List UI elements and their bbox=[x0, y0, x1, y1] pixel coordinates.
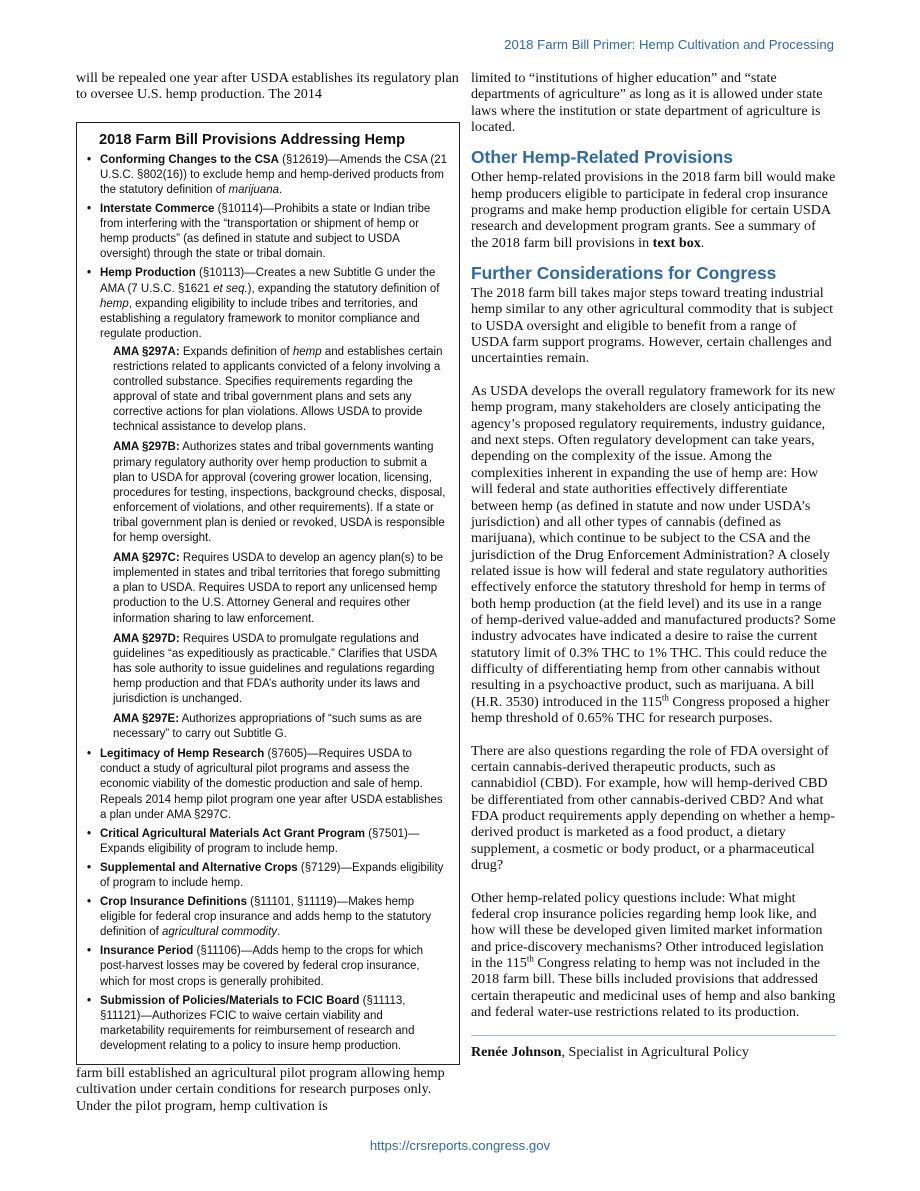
bullet-icon: • bbox=[87, 827, 92, 840]
bullet-icon: • bbox=[87, 861, 92, 874]
pilot-program-paragraph: farm bill established an agricultural pilot program allowing hemp cultivation under certain conditions for research purposes only. Under the pilot program, hemp cultivation is bbox=[76, 1065, 445, 1114]
bullet-icon: • bbox=[87, 153, 92, 166]
further-paragraph-2: As USDA develops the overall regulatory framework for its new hemp program, many stakeholders are closely anticipating the agency’s proposed regulatory requirements, industry guidance, and next steps. Often regulatory development can take years, depending on the complexity of the issue. Among the complexities inherent in expanding the use of hemp are: How will federal and state authorities effectively differentiate between hemp (as defined in statute and now under USDA’s jurisdiction) and all other types of cannabis (defined as marijuana), which continue to be subject to the CSA and the jurisdiction of the Drug Enforcement Administration? A closely related issue is how will federal and state regulatory authorities effectively enforce the statutory threshold for hemp in terms of both hemp production (at the field level) and its use in a range of hemp-derived value-added and manufactured products? Some industry advocates have indicated a desire to raise the current statutory limit of 0.3% THC to 1% THC. This could reduce the difficulty of differentiating hemp from other cannabis without resulting in a psychoactive product, such as marijuana. A bill (H.R. 3530) introduced in the 115th Congress proposed a higher hemp threshold of 0.65% THC for research purposes. bbox=[471, 383, 836, 726]
other-provisions-paragraph: Other hemp-related provisions in the 2018 farm bill would make hemp producers eligible to participate in federal crop insurance programs and make hemp production eligible for certain USDA research and development program grants. See a summary of the 2018 farm bill provisions in text box. bbox=[471, 169, 836, 251]
list-item: • Submission of Policies/Materials to FCIC Board (§11113, §11121)—Authorizes FCIC to waive certain viability and marketability requirements for reimbursement of research and development relating to a policy to insure hemp production. bbox=[87, 994, 415, 1052]
list-item: • Critical Agricultural Materials Act Grant Program (§7501)—Expands eligibility of program to include hemp. bbox=[87, 827, 420, 855]
continuation-paragraph: limited to “institutions of higher education” and “state departments of agriculture” as long as it is allowed under state laws where the institution or state department of agriculture is located. bbox=[471, 70, 823, 136]
further-paragraph-3: There are also questions regarding the role of FDA oversight of certain cannabis-derived therapeutic products, such as cannabidiol (CBD). For example, how will hemp-derived CBD be differentiated from other cannabis-derived CBD? And what FDA product requirements apply depending on whether a hemp-derived product is marketed as a food product, a dietary supplement, a cosmetic or body product, or a pharmaceutical drug? bbox=[471, 742, 835, 874]
intro-paragraph: will be repealed one year after USDA establishes its regulatory plan to oversee U.S. hemp production. The 2014 bbox=[76, 70, 459, 103]
list-item: • Hemp Production (§10113)—Creates a new Subtitle G under the AMA (7 U.S.C. §1621 et seq.), expanding the statutory definition of hemp, expanding eligibility to include tribes and territories, and establishing a regulatory framework to monitor compliance and regulate production. AMA §297A: Expands definition of hemp and establishes certain restrictions related to applicants convicted of a felony involving a controlled substance. Specifies requirements regarding the approval of state and tribal government plans and sets any corrective actions for plan violations. Allows USDA to provide technical assistance to develop plans. AMA §297B: Authorizes states and tribal governments wanting primary regulatory authority over hemp production to submit a plan to USDA for approval (covering grower location, licensing, procedures for testing, inspections, background checks, disposal, enforcement of violations, and other requirements). If a state or tribal government plan is denied or revoked, USDA is responsible for hemp oversight. AMA §297C: Requires USDA to develop an agency plan(s) to be implemented in states and tribal territories that forego submitting a plan to USDA. Requires USDA to report any unlicensed hemp production to the U.S. Attorney General and requires other information sharing to law enforcement. AMA §297D: Requires USDA to promulgate regulations and guidelines “as expeditiously as practicable.” Clarifies that USDA has sole authority to issue guidelines and regulations regarding hemp production and that FDA’s authority under its laws and jurisdiction is unchanged. AMA §297E: Authorizes appropriations of “such sums as are necessary” to carry out Subtitle G. bbox=[87, 266, 449, 742]
ama-subsections bbox=[113, 345, 449, 742]
list-item: • Insurance Period (§11106)—Adds hemp to the crops for which post-harvest losses may be covered by federal crop insurance, which for most crops is generally prohibited. bbox=[87, 945, 424, 988]
text-box-reference: text box bbox=[652, 234, 701, 251]
provisions-text-box bbox=[76, 122, 460, 1065]
text-box-title: 2018 Farm Bill Provisions Addressing Hemp bbox=[99, 131, 406, 148]
list-item: • Interstate Commerce (§10114)—Prohibits a state or Indian tribe from interfering with the “transportation or shipment of hemp or hemp products” (as defined in statute and subject to USDA oversight) through the state or tribal domain. bbox=[87, 203, 431, 261]
section-heading-other: Other Hemp-Related Provisions bbox=[471, 147, 733, 168]
author-title: , Specialist in Agricultural Policy bbox=[561, 1044, 749, 1061]
bullet-icon: • bbox=[87, 896, 92, 909]
ama-297e: AMA §297E: Authorizes appropriations of “such sums as are necessary” to carry out Subtitle G. bbox=[113, 713, 422, 741]
bullet-icon: • bbox=[87, 945, 92, 958]
list-item: • Legitimacy of Hemp Research (§7605)—Requires USDA to conduct a study of agricultural pilot programs and assess the economic viability of the domestic production and sale of hemp. Repeals 2014 hemp pilot program one year after USDA establishes a plan under AMA §297C. bbox=[87, 748, 443, 821]
list-item: • Crop Insurance Definitions (§11101, §11119)—Makes hemp eligible for federal crop insurance and adds hemp to the statutory definition of agricultural commodity. bbox=[87, 896, 432, 939]
section-heading-further: Further Considerations for Congress bbox=[471, 263, 777, 284]
ama-297d: AMA §297D: Requires USDA to promulgate regulations and guidelines “as expeditiously as practicable.” Clarifies that USDA has sole authority to issue guidelines and regulations regarding hemp production and that FDA’s authority under its laws and jurisdiction is unchanged. bbox=[113, 632, 437, 705]
list-item: • Supplemental and Alternative Crops (§7129)—Expands eligibility of program to include hemp. bbox=[87, 861, 444, 889]
list-item: • Conforming Changes to the CSA (§12619)—Amends the CSA (21 U.S.C. §802(16)) to exclude hemp and hemp-derived products from the statutory definition of marijuana. bbox=[87, 153, 448, 196]
left-column bbox=[76, 70, 460, 1114]
footer-url[interactable]: https://crsreports.congress.gov bbox=[369, 1138, 551, 1153]
ama-297a: AMA §297A: Expands definition of hemp and establishes certain restrictions related to applicants convicted of a felony involving a controlled substance. Specifies requirements regarding the approval of state and tribal government plans and sets any corrective actions for plan violations. Allows USDA to provide technical assistance to develop plans. bbox=[113, 345, 443, 434]
author-name: Renée Johnson bbox=[471, 1044, 562, 1061]
further-paragraph-4: Other hemp-related policy questions include: What might federal crop insurance policies regarding hemp look like, and how will these be developed given limited market information and price-discovery mechanisms? Other introduced legislation in the 115th Congress relating to hemp was not included in the 2018 farm bill. These bills included provisions that addressed certain therapeutic and medicinal uses of hemp and also banking and federal water-use restrictions related to its production. bbox=[471, 889, 836, 1021]
provisions-list bbox=[87, 153, 449, 1054]
bullet-icon: • bbox=[87, 203, 92, 216]
bullet-icon: • bbox=[87, 748, 92, 761]
author-byline bbox=[471, 1035, 836, 1060]
running-header: 2018 Farm Bill Primer: Hemp Cultivation and Processing bbox=[504, 37, 834, 52]
bullet-icon: • bbox=[87, 267, 92, 280]
ama-297b: AMA §297B: Authorizes states and tribal governments wanting primary regulatory authority over hemp production to submit a plan to USDA for approval (covering grower location, licensing, procedures for testing, inspections, background checks, disposal, enforcement of violations, and other requirements). If a state or tribal government plan is denied or revoked, USDA is responsible for hemp oversight. bbox=[113, 441, 446, 545]
ama-297c: AMA §297C: Requires USDA to develop an agency plan(s) to be implemented in states and tribal territories that forego submitting a plan to USDA. Requires USDA to report any unlicensed hemp production to the U.S. Attorney General and requires other information sharing to law enforcement. bbox=[113, 552, 444, 625]
bullet-icon: • bbox=[87, 994, 92, 1007]
right-column bbox=[471, 70, 836, 1061]
further-paragraph-1: The 2018 farm bill takes major steps toward treating industrial hemp similar to any other agricultural commodity that is subject to USDA oversight and eligible to benefit from a range of USDA farm support programs. However, certain challenges and uncertainties remain. bbox=[471, 285, 834, 367]
